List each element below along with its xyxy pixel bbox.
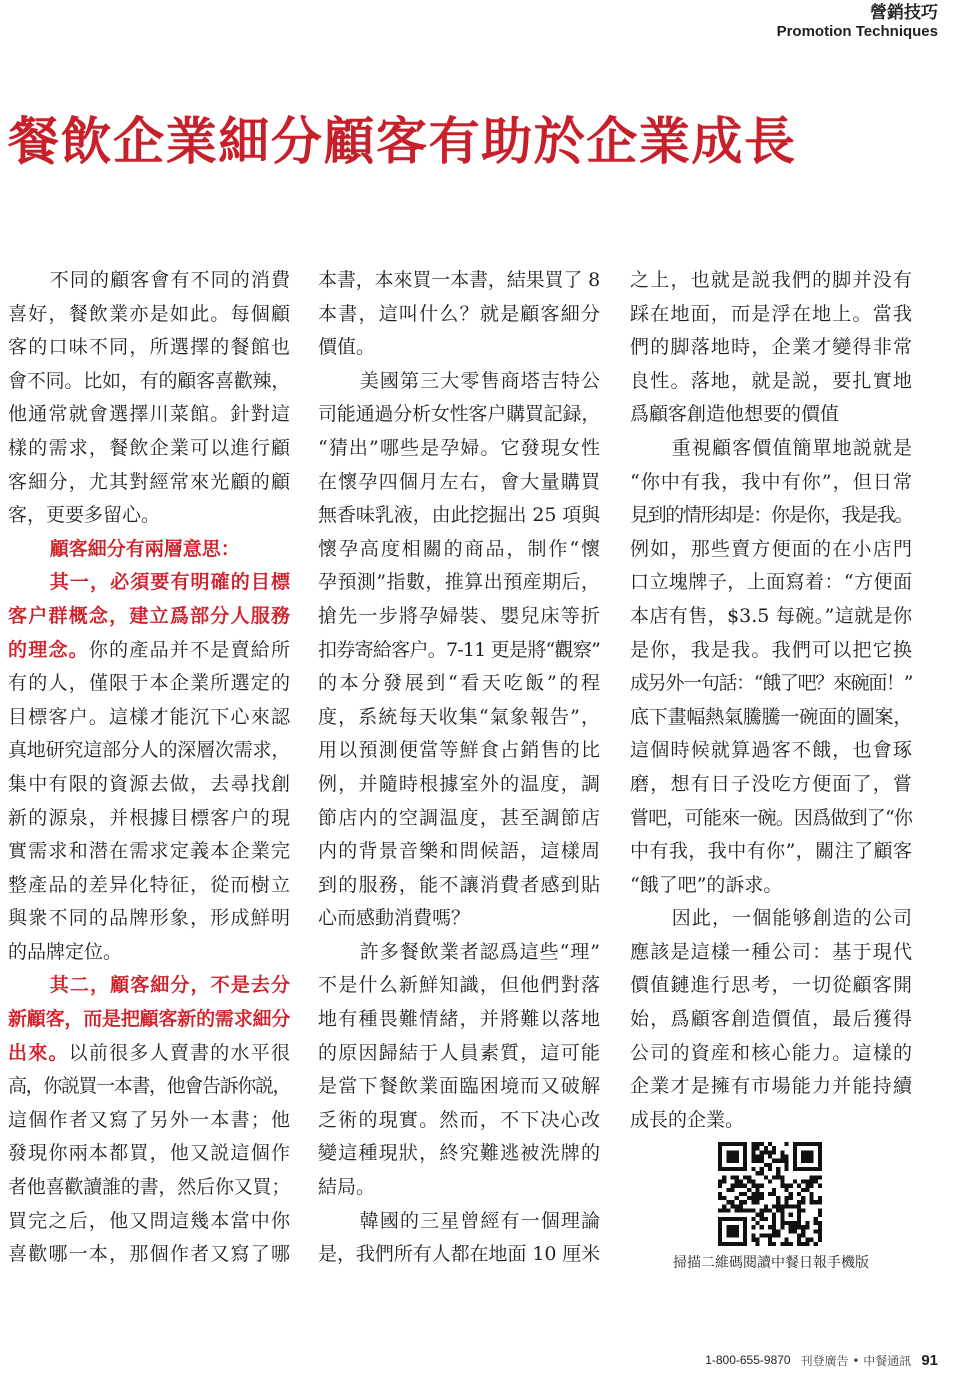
text-line <box>318 298 600 332</box>
text-line <box>8 432 290 466</box>
text-line <box>318 835 600 869</box>
body-text: “你中有我，我中有你”，但日常 <box>630 470 912 493</box>
text-line <box>8 701 290 735</box>
text-line <box>8 802 290 836</box>
text-line <box>318 1238 600 1272</box>
body-text: 内的背景音樂和問候語，這樣周 <box>318 840 600 863</box>
body-text: 中有我，我中有你”，關注了顧客 <box>630 840 912 863</box>
emphasis-text: 的理念。 <box>8 638 89 661</box>
body-text: 底下畫幅熱氣騰騰一碗面的圖案， <box>630 705 912 728</box>
emphasis-text: 其二，顧客細分，不是去分 <box>49 974 290 997</box>
text-line <box>630 264 912 298</box>
text-line <box>8 1003 290 1037</box>
footer-phone: 1-800-655-9870 <box>705 1353 791 1367</box>
text-line <box>318 1003 600 1037</box>
text-line <box>318 365 600 399</box>
body-text: 口立塊牌子，上面寫着：“方便面 <box>630 571 912 594</box>
text-line <box>318 1104 600 1138</box>
text-line <box>630 734 912 768</box>
body-text: 之上，也就是説我們的脚并没有 <box>630 269 912 291</box>
body-text: 這個作者又寫了另外一本書；他 <box>8 1108 290 1131</box>
text-line <box>630 701 912 735</box>
article-column-2 <box>318 264 600 1272</box>
body-text: 乏術的現實。然而，不下决心改 <box>318 1108 600 1131</box>
text-line <box>318 331 600 365</box>
text-line <box>318 264 600 298</box>
body-text: 本書，這叫什么？就是顧客細分 <box>318 302 600 325</box>
body-text: 用以預測便當等鮮食占銷售的比 <box>318 739 600 762</box>
text-line <box>8 1238 290 1272</box>
text-line <box>8 466 290 500</box>
text-line <box>8 1104 290 1138</box>
text-line <box>318 869 600 903</box>
text-line <box>8 365 290 399</box>
text-line <box>630 1104 912 1138</box>
text-line <box>318 634 600 668</box>
text-line <box>630 634 912 668</box>
text-line <box>8 1037 290 1071</box>
text-line <box>630 936 912 970</box>
text-line <box>8 936 290 970</box>
text-line <box>630 1003 912 1037</box>
body-text: 真地研究這部分人的深層次需求， <box>8 739 290 762</box>
body-text: 結局。 <box>318 1176 376 1199</box>
text-line <box>318 902 600 936</box>
body-text: 應該是這樣一種公司：基于現代 <box>630 940 912 963</box>
body-text: 新的源泉，并根據目標客户的現 <box>8 806 290 829</box>
body-text: 例，并隨時根據室外的温度，調 <box>318 772 600 795</box>
body-text: 你的產品并不是賣給所 <box>88 638 290 661</box>
text-line <box>8 1070 290 1104</box>
text-line <box>630 398 912 432</box>
text-line <box>318 701 600 735</box>
body-text: 目標客户。這樣才能沉下心來認 <box>8 705 290 728</box>
body-text: 嘗吧，可能來一碗。因爲做到了“你 <box>630 806 912 829</box>
text-line <box>8 264 290 298</box>
body-text: “餓了吧”的訴求。 <box>630 873 783 896</box>
body-text: 買完之后，他又問這幾本當中你 <box>8 1209 290 1232</box>
body-text: 見到的情形却是：你是你，我是我。 <box>630 504 912 527</box>
body-text: 實需求和潜在需求定義本企業完 <box>8 840 290 863</box>
body-text: 踩在地面，而是浮在地上。當我 <box>630 302 912 325</box>
text-line <box>318 936 600 970</box>
body-text: 整產品的差异化特征，從而樹立 <box>8 873 290 896</box>
text-line <box>630 902 912 936</box>
text-line <box>8 734 290 768</box>
text-line <box>318 1137 600 1171</box>
body-text: 孕預測”指數，推算出預産期后， <box>318 571 600 594</box>
body-text: 的本分發展到“看天吃飯”的程 <box>318 672 600 695</box>
body-text: 良性。落地，就是説，要扎實地 <box>630 369 912 392</box>
emphasis-text: 其一，必須要有明確的目標 <box>49 571 290 594</box>
text-line <box>318 1070 600 1104</box>
text-line <box>8 1205 290 1239</box>
emphasis-text: 顧客細分有兩層意思： <box>49 537 240 560</box>
body-text: 司能通過分析女性客户購買記録， <box>318 403 600 426</box>
body-text: 成長的企業。 <box>630 1108 745 1131</box>
text-line <box>630 432 912 466</box>
body-text: 地有種畏難情緒，并將難以落地 <box>318 1008 600 1031</box>
text-line <box>630 1037 912 1071</box>
emphasis-text: 出來。 <box>8 1041 69 1064</box>
body-text: 的品牌定位。 <box>8 940 123 963</box>
emphasis-text: 新顧客，而是把顧客新的需求細分 <box>8 1008 290 1031</box>
body-text: 始，爲顧客創造價值，最后獲得 <box>630 1008 912 1031</box>
body-text: 變這種現狀，終究難逃被洗牌的 <box>318 1142 600 1165</box>
body-text: 重視顧客價值簡單地説就是 <box>671 436 912 459</box>
text-line <box>318 466 600 500</box>
body-text: 本書，本來買一本書，結果買了 8 <box>318 269 600 291</box>
text-line <box>630 499 912 533</box>
text-line <box>630 1070 912 1104</box>
body-text: 喜歡哪一本，那個作者又寫了哪 <box>8 1243 290 1266</box>
text-line <box>630 969 912 1003</box>
text-line <box>630 667 912 701</box>
text-line <box>630 869 912 903</box>
footer-label: 刊登廣告 • 中餐通訊 <box>800 1353 912 1368</box>
text-line <box>8 499 290 533</box>
text-line <box>8 634 290 668</box>
text-line <box>8 298 290 332</box>
text-line <box>630 768 912 802</box>
text-line <box>8 1137 290 1171</box>
body-text: 們的脚落地時，企業才變得非常 <box>630 336 912 359</box>
text-line <box>630 331 912 365</box>
text-line <box>318 1037 600 1071</box>
body-text: 節店内的空調温度，甚至調節店 <box>318 806 600 829</box>
body-text: 是當下餐飲業面臨困境而又破解 <box>318 1075 600 1098</box>
text-line <box>318 398 600 432</box>
body-text: 無香味乳液，由此挖掘出 25 項與 <box>318 504 600 527</box>
body-text: 與衆不同的品牌形象，形成鮮明 <box>8 907 290 930</box>
body-text: 發現你兩本都買，他又説這個作 <box>8 1142 290 1165</box>
page-footer <box>705 1350 938 1370</box>
body-text: 懷孕高度相關的商品，制作“懷 <box>318 537 600 560</box>
body-text: 的原因歸結于人員素質，這可能 <box>318 1041 600 1064</box>
body-text: 不是什么新鮮知識，但他們對落 <box>318 974 600 997</box>
text-line <box>8 533 290 567</box>
text-line <box>8 566 290 600</box>
text-line <box>318 533 600 567</box>
text-line <box>630 466 912 500</box>
body-text: 高，你説買一本書，他會告訴你説， <box>8 1075 290 1098</box>
article-column-1 <box>8 264 290 1272</box>
text-line <box>318 1205 600 1239</box>
body-text: 價值。 <box>318 336 376 359</box>
body-text: 許多餐飲業者認爲這些“理” <box>359 940 600 963</box>
body-text: 成另外一句話：“餓了吧？來碗面！” <box>630 672 912 695</box>
body-text: 者他喜歡讀誰的書，然后你又買； <box>8 1176 290 1199</box>
body-text: 企業才是擁有市場能力并能持續 <box>630 1075 912 1098</box>
text-line <box>630 533 912 567</box>
text-line <box>630 566 912 600</box>
text-line <box>8 398 290 432</box>
section-subtitle: Promotion Techniques <box>776 23 938 40</box>
body-text: 在懷孕四個月左右，會大量購買 <box>318 470 600 493</box>
emphasis-text: 客户群概念，建立爲部分人服務 <box>8 604 290 627</box>
text-line <box>8 768 290 802</box>
body-text: 客的口味不同，所選擇的餐館也 <box>8 336 290 359</box>
body-text: 爲顧客創造他想要的價值 <box>630 403 840 426</box>
body-text: 以前很多人賣書的水平很 <box>68 1041 290 1064</box>
body-text: 因此，一個能够創造的公司 <box>671 907 912 930</box>
body-text: 例如，那些賣方便面的在小店門 <box>630 537 912 560</box>
body-text: 本店有售，$3.5 每碗。”這就是你 <box>630 604 912 627</box>
body-text: 心而感動消費嗎？ <box>318 907 471 930</box>
text-line <box>318 432 600 466</box>
body-text: 他通常就會選擇川菜館。針對這 <box>8 403 290 426</box>
body-text: 有的人，僅限于本企業所選定的 <box>8 672 290 695</box>
body-text: 客，更要多留心。 <box>8 504 161 527</box>
qr-code[interactable] <box>718 1142 822 1246</box>
text-line <box>630 835 912 869</box>
text-line <box>318 566 600 600</box>
text-line <box>318 734 600 768</box>
text-line <box>318 600 600 634</box>
body-text: 磨，想有日子没吃方便面了，嘗 <box>630 772 912 795</box>
text-line <box>8 600 290 634</box>
text-line <box>8 667 290 701</box>
text-line <box>318 667 600 701</box>
body-text: 到的服務，能不讓消費者感到貼 <box>318 873 600 896</box>
body-text: 不同的顧客會有不同的消費 <box>49 269 290 291</box>
text-line <box>318 969 600 1003</box>
text-line <box>318 768 600 802</box>
body-text: 客細分，尤其對經常來光顧的顧 <box>8 470 290 493</box>
text-line <box>8 902 290 936</box>
body-text: 度，系統每天收集“氣象報告”， <box>318 705 600 728</box>
text-line <box>8 969 290 1003</box>
body-text: 扣券寄給客户。7-11 更是將“觀察” <box>318 638 600 661</box>
text-line <box>318 802 600 836</box>
body-text: 樣的需求，餐飲企業可以進行顧 <box>8 436 290 459</box>
text-line <box>630 600 912 634</box>
body-text: 是，我們所有人都在地面 10 厘米 <box>318 1243 600 1266</box>
text-line <box>318 499 600 533</box>
body-text: 公司的資産和核心能力。這樣的 <box>630 1041 912 1064</box>
article-column-3 <box>630 264 912 1137</box>
text-line <box>8 331 290 365</box>
text-line <box>318 1171 600 1205</box>
body-text: “猜出”哪些是孕婦。它發現女性 <box>318 436 600 459</box>
text-line <box>630 298 912 332</box>
text-line <box>8 835 290 869</box>
body-text: 這個時候就算過客不餓，也會琢 <box>630 739 912 762</box>
text-line <box>630 365 912 399</box>
body-text: 是你，我是我。我們可以把它换 <box>630 638 912 661</box>
body-text: 韓國的三星曾經有一個理論 <box>359 1209 600 1232</box>
body-text: 價值鏈進行思考，一切從顧客開 <box>630 974 912 997</box>
qr-caption: 掃描二維碼閱讀中餐日報手機版 <box>673 1255 869 1271</box>
section-title: 營銷技巧 <box>870 3 938 23</box>
body-text: 喜好，餐飲業亦是如此。每個顧 <box>8 302 290 325</box>
text-line <box>8 1171 290 1205</box>
body-text: 美國第三大零售商塔吉特公 <box>359 369 600 392</box>
body-text: 會不同。比如，有的顧客喜歡辣， <box>8 369 290 392</box>
body-text: 搶先一步將孕婦裝、嬰兒床等折 <box>318 604 600 627</box>
text-line <box>8 869 290 903</box>
text-line <box>630 802 912 836</box>
body-text: 集中有限的資源去做，去尋找創 <box>8 772 290 795</box>
article-title: 餐飲企業細分顧客有助於企業成長 <box>8 112 795 172</box>
page-number: 91 <box>921 1351 938 1369</box>
